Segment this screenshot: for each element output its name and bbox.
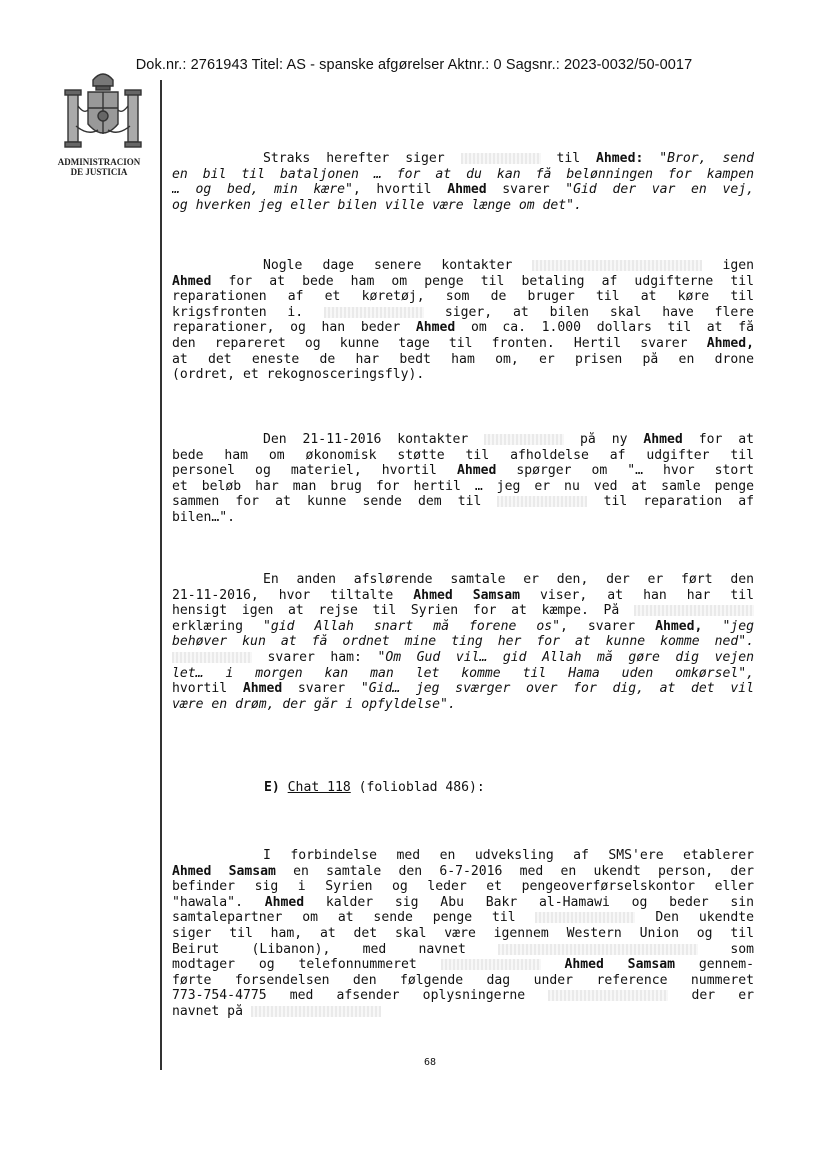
redaction: [498, 944, 698, 955]
section-folio: (folioblad 486):: [358, 780, 485, 795]
redaction: [484, 434, 564, 445]
redaction: [172, 652, 252, 663]
paragraph-1: Straks herefter siger til Ahmed: "Bror, send en bil til bataljonen … for at du kan få belønningen for kampen … og bed, min kære", hvortil Ahmed svarer "Gid der var en vej, og hverken jeg eller bilen ville være længe om det".: [172, 151, 754, 213]
page-number: 68: [423, 1057, 437, 1068]
paragraph-5: I forbindelse med en udveksling af SMS'ere etablerer Ahmed Samsam en samtale den 6-7-2016 med en ukendt person, der befinder sig i Syrien og leder et pengeoverførselskontor eller "hawala". Ahmed kalder sig Abu Bakr al-Hamawi og beder sin samtalepartner om at sende penge til Den ukendte siger til ham, at det skal være igennem Western Union og til Beirut (Libanon), med navnet som modtager og telefonnummeret Ahmed Samsam gennem- førte forsendelsen den følgende dag under reference nummeret 773-754-4775 med afsender oplysningerne der er navnet på: [172, 848, 754, 1019]
document-header: Dok.nr.: 2761943 Titel: AS - spanske afgørelser Aktnr.: 0 Sagsnr.: 2023-0032/50-0017: [135, 57, 693, 73]
chat-link[interactable]: Chat 118: [287, 780, 351, 795]
section-label: E): [264, 780, 280, 795]
redaction: [497, 496, 587, 507]
paragraph-2: Nogle dage senere kontakter igen Ahmed for at bede ham om penge til betaling af udgifterne til reparationen af et køretøj, som de bruger til at køre til krigsfronten i. siger, at bilen skal have flere reparationer, og han beder Ahmed om ca. 1.000 dollars til at få den repareret og kunne tage til fronten. Hertil svarer Ahmed, at det eneste de har bedt ham om, er prisen på en drone (ordret, et rekognosceringsfly).: [172, 258, 754, 383]
redaction: [532, 260, 702, 271]
redaction: [535, 912, 635, 923]
org-line-1: ADMINISTRACION: [57, 157, 141, 167]
margin-rule: [160, 80, 162, 1070]
redaction: [634, 605, 754, 616]
redaction: [324, 307, 424, 318]
coat-of-arms-icon: [58, 66, 148, 158]
paragraph-4: En anden afslørende samtale er den, der er ført den 21-11-2016, hvor tiltalte Ahmed Samsam viser, at han har til hensigt igen at rejse til Syrien for at kæmpe. På erklæring "gid Allah snart må forene os", svarer Ahmed, "jeg behøver kun at få ordnet mine ting her for at kunne komme ned". svarer ham: "Om Gud vil… gid Allah må gøre dig vejen let… i morgen kan man let komme til Hama uden omkørsel", hvortil Ahmed svarer "Gid… jeg sværger over for dig, at det vil være en drøm, der går i opfyldelse".: [172, 572, 754, 712]
redaction: [441, 959, 541, 970]
paragraph-3: Den 21-11-2016 kontakter på ny Ahmed for at bede ham om økonomisk støtte til afholdelse af udgifter til personel og materiel, hvortil Ahmed spørger om "… hvor stort et beløb har man brug for hertil … jeg er nu ved at samle penge sammen for at kunne sende dem til til reparation af bilen…".: [172, 432, 754, 525]
org-name: [38, 157, 160, 177]
redaction: [461, 153, 541, 164]
section-e-heading: [264, 780, 485, 795]
redaction: [251, 1006, 381, 1017]
org-line-2: DE JUSTICIA: [70, 167, 128, 177]
redaction: [548, 990, 668, 1001]
